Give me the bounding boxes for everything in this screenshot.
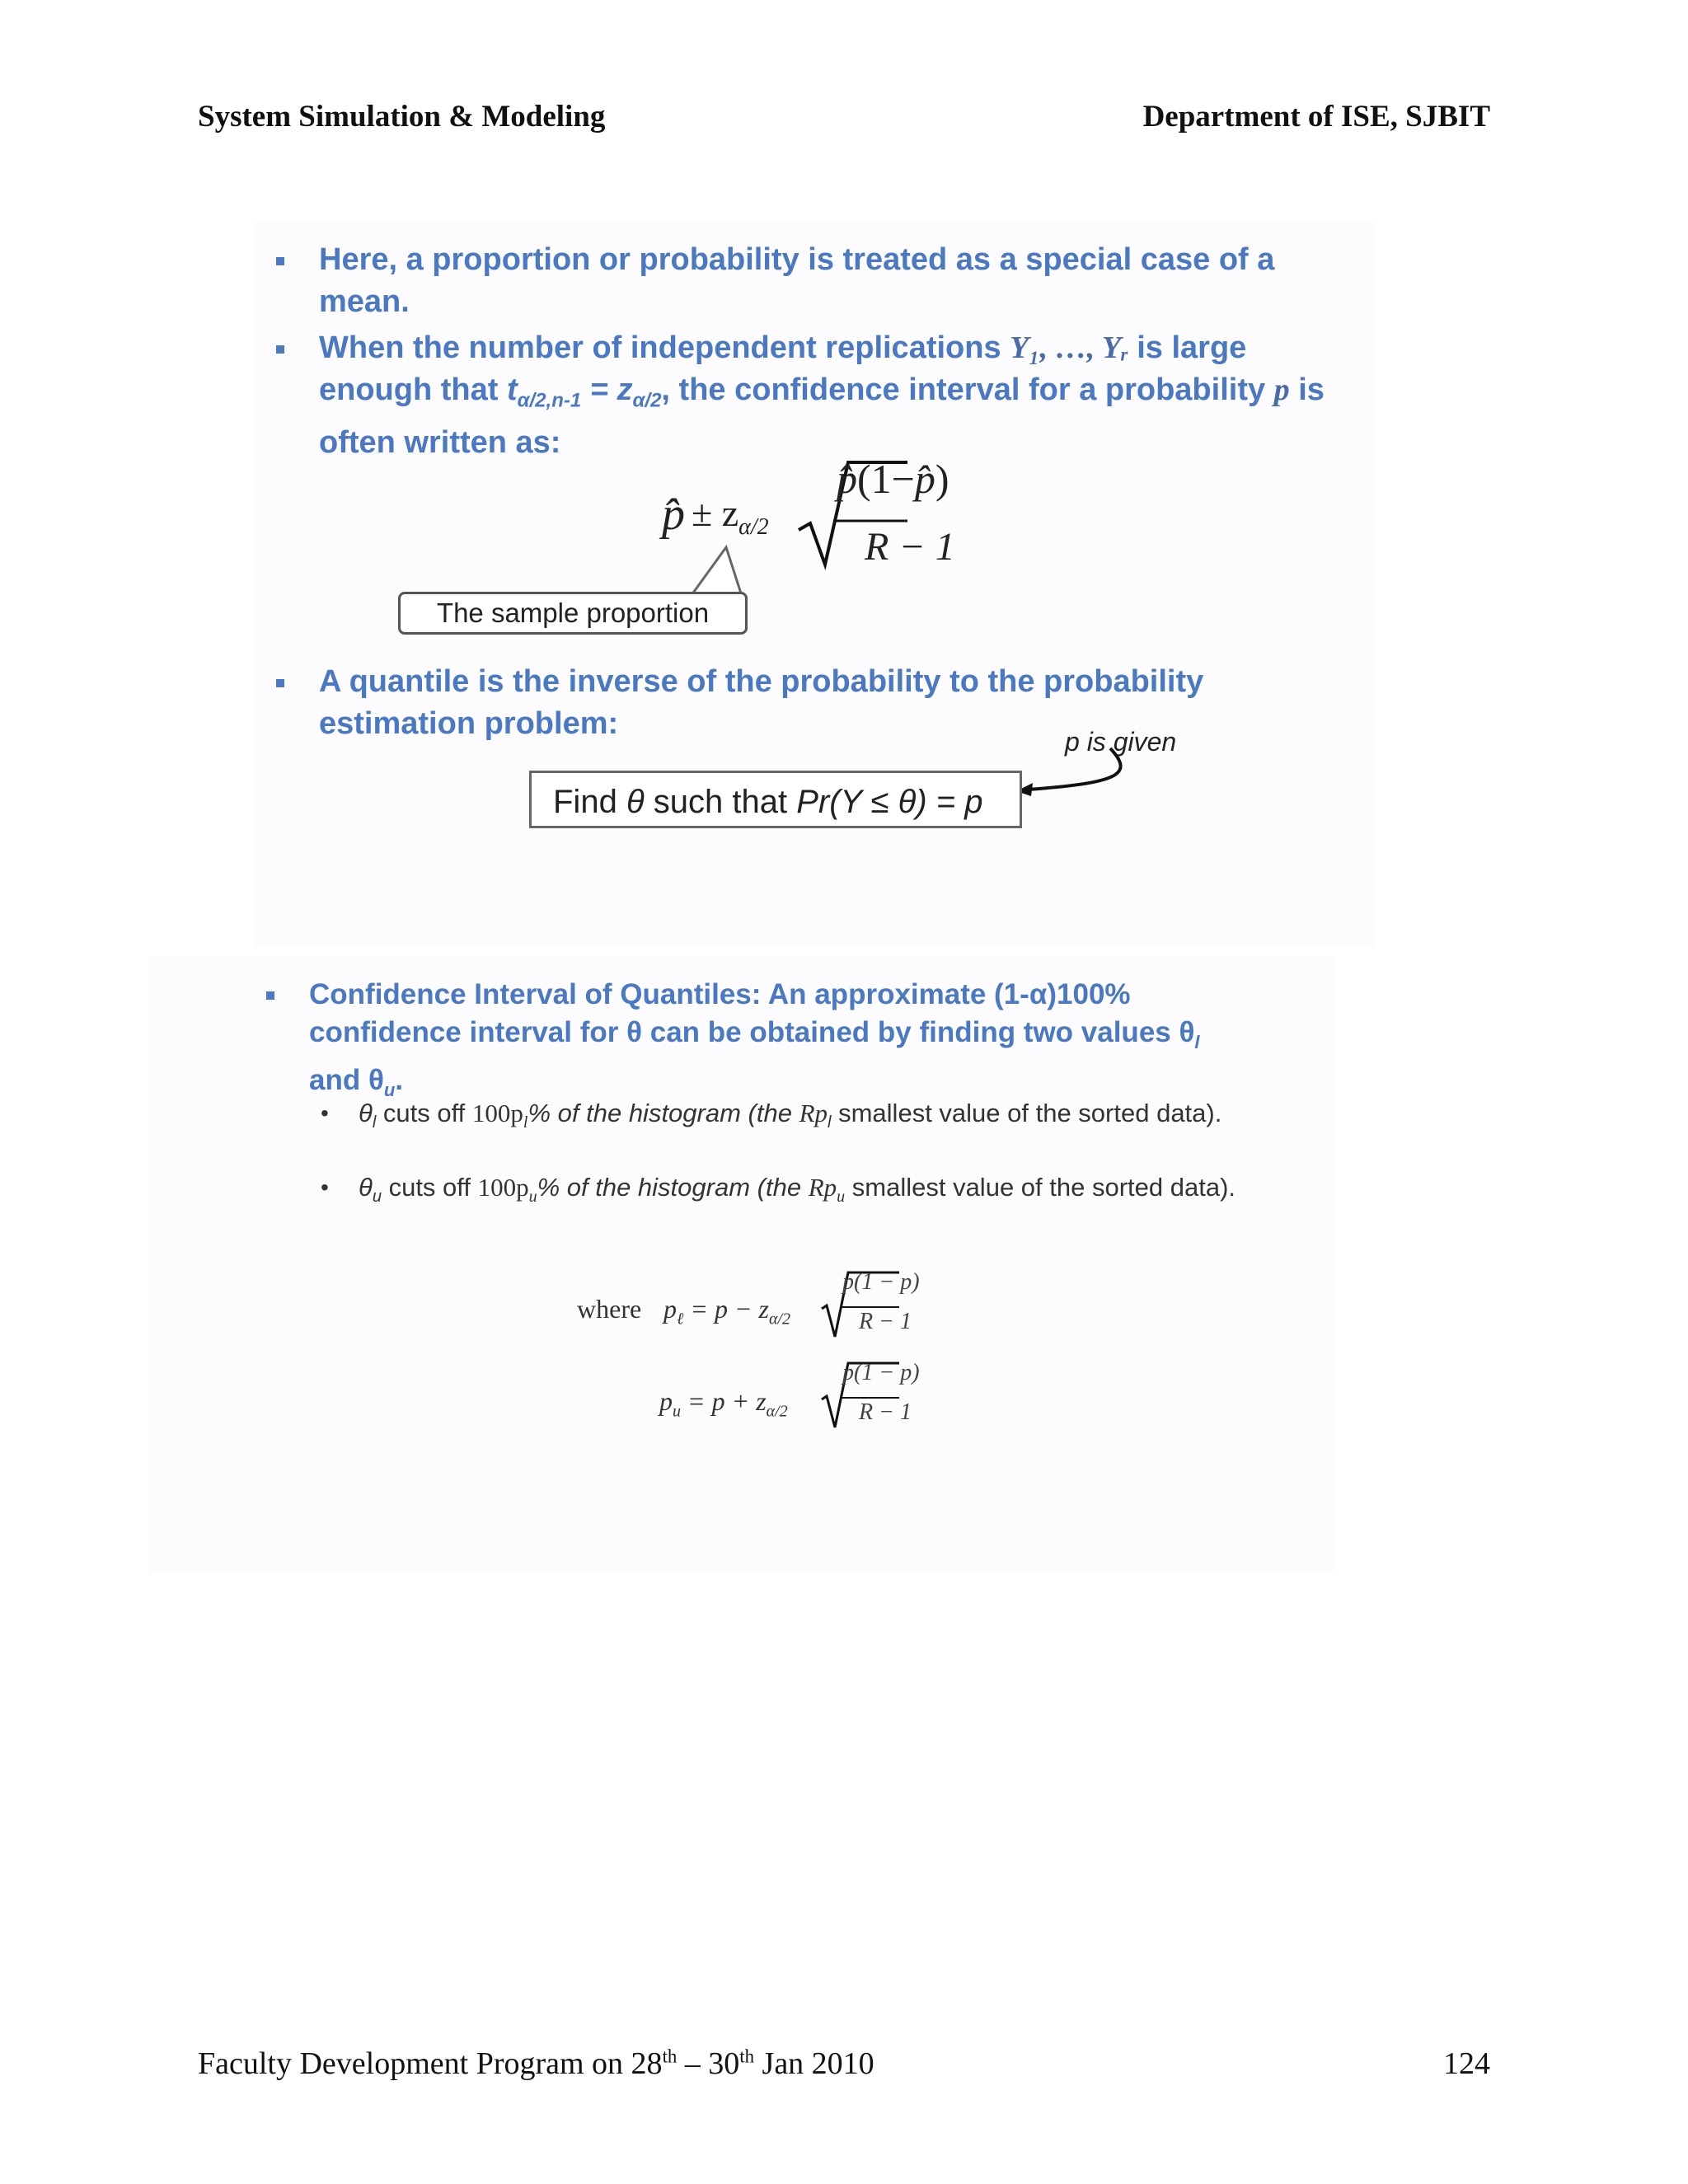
expr-mid: = p − z bbox=[690, 1294, 769, 1324]
theta-symbol: θ bbox=[626, 784, 645, 820]
sub-bullet-theta-l bbox=[321, 1096, 1290, 1140]
z-symbol: = z bbox=[589, 373, 633, 407]
quantile-definition-box bbox=[529, 771, 1022, 828]
frac-denominator: R − 1 bbox=[859, 1309, 912, 1334]
bullet-replications bbox=[319, 327, 1366, 464]
where-label: where bbox=[577, 1294, 642, 1324]
numerator: p̂(1−p̂) bbox=[837, 456, 950, 502]
subscript-u: u bbox=[383, 1080, 396, 1100]
t-symbol: t bbox=[506, 373, 518, 407]
bullet-text: When the number of independent replications bbox=[319, 330, 1001, 365]
replication-vars: Y₁, …, Yᵣ bbox=[1010, 330, 1128, 365]
bullet-ci-quantiles bbox=[309, 976, 1257, 1109]
subscript-u: u bbox=[372, 1188, 382, 1207]
bullet-dot-icon: • bbox=[321, 1174, 329, 1200]
theta-symbol: θ bbox=[359, 1173, 373, 1202]
sub-text: smallest value of the sorted data). bbox=[838, 1099, 1222, 1127]
frac-numerator: p(1 − p) bbox=[842, 1360, 920, 1385]
bullet-text: Here, a proportion or probability is treated as a special case of a mean. bbox=[319, 242, 1275, 319]
p-symbol: p bbox=[1273, 373, 1290, 407]
sub-text: cuts off bbox=[382, 1099, 466, 1127]
pm-z bbox=[692, 491, 769, 541]
bullet-square-icon bbox=[276, 679, 284, 687]
page-number: 124 bbox=[1443, 2046, 1490, 2081]
t-subscript: α/2,n-1 bbox=[517, 389, 582, 412]
p-symbol: p bbox=[663, 1294, 677, 1324]
p-given-text: p is given bbox=[1065, 727, 1177, 757]
rp-expr: Rp bbox=[799, 1099, 828, 1127]
pct-expr: 100p bbox=[477, 1173, 529, 1202]
expr-mid: = p + z bbox=[687, 1386, 767, 1416]
pu-expression bbox=[659, 1386, 788, 1421]
bullet-text: , the confidence interval for a probability bbox=[661, 373, 1266, 407]
slide-proportion bbox=[253, 223, 1376, 948]
ordinal-suffix: th bbox=[739, 2046, 755, 2067]
bullet-square-icon bbox=[276, 257, 284, 265]
pct-expr: 100p bbox=[471, 1099, 523, 1127]
callout-label: The sample proportion bbox=[436, 598, 710, 628]
find-text: such that bbox=[653, 784, 788, 820]
bullet-dot-icon: • bbox=[321, 1100, 329, 1126]
footer-event bbox=[198, 2046, 874, 2082]
arrow-icon bbox=[1011, 742, 1143, 808]
subscript-l: l bbox=[1194, 1032, 1200, 1052]
pl-expression bbox=[663, 1294, 790, 1329]
p-symbol: p bbox=[659, 1386, 673, 1416]
sub-text: % of the histogram (the bbox=[528, 1099, 792, 1127]
frac-numerator: p(1 − p) bbox=[842, 1269, 920, 1295]
subscript-l: l bbox=[372, 1113, 377, 1132]
footer-text: – 30 bbox=[677, 2046, 740, 2081]
frac-denominator: R − 1 bbox=[859, 1399, 912, 1425]
footer-text: Jan 2010 bbox=[754, 2046, 874, 2081]
bullet-text: Confidence Interval of Quantiles: An approximate (1-α)100% confidence interval for θ can be obtained by finding two values θ bbox=[309, 978, 1195, 1048]
bullet-square-icon bbox=[266, 991, 274, 1000]
subscript-l: l bbox=[828, 1113, 832, 1132]
callout-sample-proportion bbox=[398, 592, 748, 635]
subscript-u: u bbox=[837, 1188, 846, 1207]
sub-text: % of the histogram (the bbox=[537, 1173, 802, 1202]
alpha-half: α/2 bbox=[766, 1402, 788, 1421]
z-subscript: α/2 bbox=[632, 389, 662, 412]
bullet-text: is large enough that bbox=[319, 330, 1247, 407]
sub-bullet-theta-u bbox=[321, 1170, 1290, 1214]
num-text: (1− bbox=[857, 456, 915, 502]
subscript-u: u bbox=[673, 1402, 681, 1421]
bullet-proportion-mean bbox=[319, 239, 1349, 323]
p-hat: p̂ bbox=[662, 489, 685, 540]
alpha-half: α/2 bbox=[738, 514, 769, 541]
sub-text: cuts off bbox=[388, 1173, 471, 1202]
department-name: Department of ISE, SJBIT bbox=[1142, 100, 1490, 134]
ordinal-suffix: th bbox=[662, 2046, 678, 2067]
pr-expression: Pr(Y ≤ θ) = p bbox=[796, 784, 983, 820]
plus-minus-z: ± z bbox=[692, 492, 739, 534]
subscript-u: u bbox=[528, 1188, 537, 1207]
bullet-text: A quantile is the inverse of the probability to the probability estimation problem: bbox=[319, 664, 1204, 741]
slide-quantile-ci bbox=[148, 956, 1334, 1574]
theta-symbol: θ bbox=[359, 1099, 373, 1127]
alpha-half: α/2 bbox=[768, 1310, 791, 1329]
bullet-text: and θ bbox=[309, 1064, 384, 1096]
bullet-text: is often written as: bbox=[319, 373, 1325, 460]
bullet-text: . bbox=[395, 1064, 404, 1096]
bullet-square-icon bbox=[276, 345, 284, 354]
course-title: System Simulation & Modeling bbox=[198, 100, 606, 134]
subscript-l: ℓ bbox=[677, 1310, 684, 1329]
subscript-l: l bbox=[523, 1113, 528, 1132]
denominator: R − 1 bbox=[865, 525, 955, 569]
find-text: Find bbox=[553, 784, 617, 820]
sub-text: smallest value of the sorted data). bbox=[851, 1173, 1236, 1202]
footer-text: Faculty Development Program on 28 bbox=[198, 2046, 663, 2081]
rp-expr: Rp bbox=[808, 1173, 837, 1202]
